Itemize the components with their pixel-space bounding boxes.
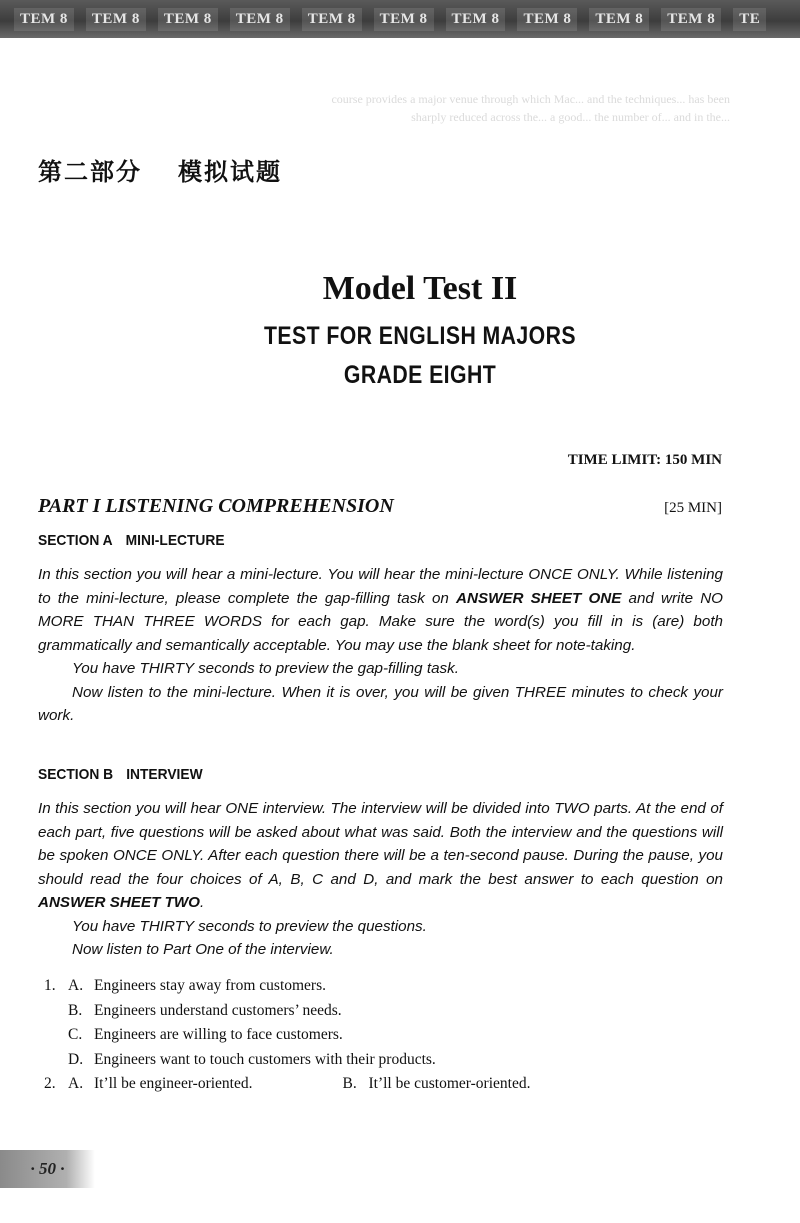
banner-item: TEM 8 <box>589 8 649 31</box>
question-1 <box>44 974 744 1072</box>
part-heading-part: 第二部分 <box>38 158 142 186</box>
banner-item: TEM 8 <box>158 8 218 31</box>
answer-sheet-two: ANSWER SHEET TWO <box>38 894 200 911</box>
page-title: Model Test II <box>322 270 518 307</box>
section-b-heading <box>38 766 203 783</box>
banner-item: TEM 8 <box>302 8 362 31</box>
question-number: 1. <box>44 977 56 994</box>
option-1d: D. Engineers want to touch customers with their products. <box>68 1050 436 1068</box>
grade-subtitle: GRADE EIGHT <box>343 361 497 389</box>
option-1c: C. Engineers are willing to face customers. <box>68 1026 343 1044</box>
section-a-preview: You have THIRTY seconds to preview the gap-filling task. <box>72 660 459 677</box>
banner-item: TEM 8 <box>517 8 577 31</box>
banner-item: TEM 8 <box>446 8 506 31</box>
banner-item: TEM 8 <box>374 8 434 31</box>
part-heading <box>38 152 282 187</box>
time-limit: TIME LIMIT: 150 MIN <box>567 452 722 468</box>
bleed-through-text: course provides a major venue through which Mac... and the techniques... has been sharply reduced across the... a good... the number of... and in the... <box>331 92 730 124</box>
section-a-heading <box>38 532 225 549</box>
banner-item: TEM 8 <box>86 8 146 31</box>
test-subtitle: TEST FOR ENGLISH MAJORS <box>263 322 577 350</box>
page-number-box <box>0 1150 95 1188</box>
option-2b: B. It’ll be customer-oriented. <box>342 1075 531 1093</box>
section-a-label: SECTION A <box>38 532 113 549</box>
banner-item: TEM 8 <box>14 8 74 31</box>
section-a-instructions <box>38 563 723 728</box>
section-a-name: MINI-LECTURE <box>125 532 225 549</box>
option-2a: A. It’ll be engineer-oriented. <box>68 1075 253 1093</box>
banner-item: TE <box>733 8 766 31</box>
section-b-para: In this section you will hear ONE interview. The interview will be divided into TWO parts. At the end of each part, five questions will be asked about what was said. Both the interview and the questions will be spoken ONCE ONLY. After each question there will be a ten-second pause. During the pause, you should read the four choices of A, B, C and D, and mark the best answer to each question on ANSWER SHEET TWO. <box>38 800 723 911</box>
section-b-listen: Now listen to Part One of the interview. <box>72 941 334 958</box>
page-number: · 50 · <box>30 1159 65 1178</box>
section-a-para: In this section you will hear a mini-lecture. You will hear the mini-lecture ONCE ONLY. While listening to the mini-lecture, please complete the gap-filling task on ANSWER SHEET ONE and write NO MORE THAN THREE WORDS for each gap. Make sure the word(s) you fill in is (are) both grammatically and semantically acceptable. You may use the blank sheet for note-taking. <box>38 566 723 654</box>
part-heading-name: 模拟试题 <box>178 158 282 186</box>
question-2 <box>44 1072 744 1097</box>
part1-title: PART I LISTENING COMPREHENSION <box>38 495 394 517</box>
part1-time: [25 MIN] <box>664 500 722 516</box>
part1-header <box>38 495 722 518</box>
option-1a: A. Engineers stay away from customers. <box>68 977 327 994</box>
title-block <box>0 270 800 400</box>
banner-item: TEM 8 <box>661 8 721 31</box>
section-b-preview: You have THIRTY seconds to preview the questions. <box>72 917 427 935</box>
section-a-listen: Now listen to the mini-lecture. When it is over, you will be given THREE minutes to check your work. <box>38 683 723 724</box>
section-b-label: SECTION B <box>38 766 114 783</box>
section-b-name: INTERVIEW <box>126 766 203 783</box>
question-list <box>44 974 744 1097</box>
section-b-instructions <box>38 797 723 962</box>
answer-sheet-one: ANSWER SHEET ONE <box>456 589 622 607</box>
option-1b: B. Engineers understand customers’ needs. <box>68 1001 342 1019</box>
top-banner <box>0 0 800 38</box>
banner-item: TEM 8 <box>230 8 290 31</box>
question-number: 2. <box>44 1075 56 1093</box>
